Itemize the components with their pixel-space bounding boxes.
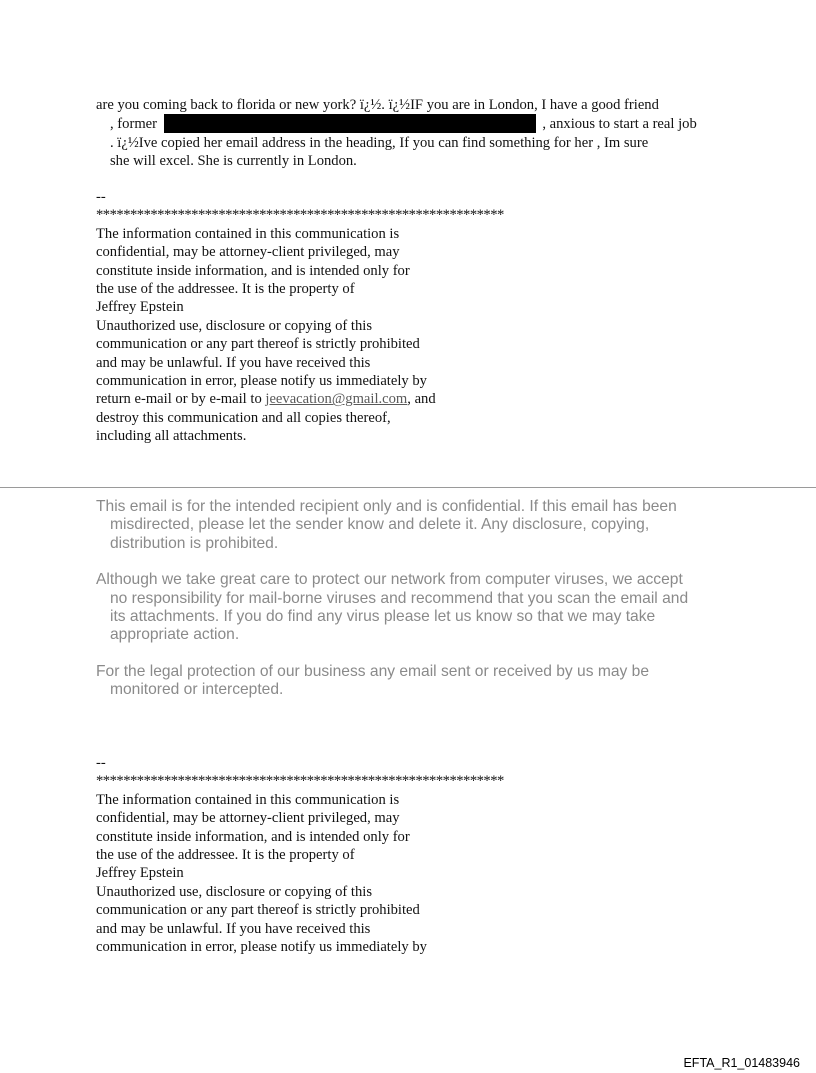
disclaimer-paragraph-3 xyxy=(96,663,811,700)
confidentiality-line: Jeffrey Epstein xyxy=(96,865,184,882)
signature-block-1 xyxy=(96,188,696,446)
confidentiality-line: communication or any part thereof is strictly prohibited xyxy=(96,336,420,353)
confidentiality-line: communication in error, please notify us immediately by xyxy=(96,373,427,390)
signature-stars: ************************************************************ xyxy=(96,773,504,790)
message-body xyxy=(96,96,796,171)
message-line-2-prefix: , former xyxy=(110,116,158,133)
confidentiality-line: including all attachments. xyxy=(96,428,247,445)
confidentiality-line: destroy this communication and all copies thereof, xyxy=(96,409,391,426)
signature-stars: ************************************************************ xyxy=(96,207,504,224)
signature-block-2 xyxy=(96,754,696,956)
confidentiality-line-email xyxy=(96,390,696,408)
message-line-1: are you coming back to florida or new york? ï¿½. ï¿½IF you are in London, I have a good friend xyxy=(96,97,659,113)
confidentiality-line: and may be unlawful. If you have received this xyxy=(96,354,371,371)
signature-dashes: -- xyxy=(96,755,106,771)
return-prefix: return e-mail or by e-mail to xyxy=(96,391,266,408)
disclaimer-line: Although we take great care to protect our network from computer viruses, we accept xyxy=(96,571,683,589)
signature-dashes: -- xyxy=(96,189,106,205)
disclaimer-line: For the legal protection of our business any email sent or received by us may be xyxy=(96,662,649,680)
confidentiality-line: communication or any part thereof is strictly prohibited xyxy=(96,902,420,919)
confidentiality-line: the use of the addressee. It is the property of xyxy=(96,281,355,298)
disclaimer-line: distribution is prohibited. xyxy=(110,534,279,552)
confidentiality-line: constitute inside information, and is intended only for xyxy=(96,828,410,845)
disclaimer-line: monitored or intercepted. xyxy=(110,681,284,699)
disclaimer-line: its attachments. If you do find any virus please let us know so that we may take xyxy=(110,608,656,626)
redaction-bar xyxy=(164,114,536,133)
confidentiality-line: and may be unlawful. If you have received this xyxy=(96,920,371,937)
confidentiality-line: Unauthorized use, disclosure or copying of this xyxy=(96,883,373,900)
confidentiality-line: the use of the addressee. It is the property of xyxy=(96,847,355,864)
message-line-2-suffix: , anxious to start a real job xyxy=(542,116,697,133)
message-line-3: . ï¿½Ive copied her email address in the heading, If you can find something for her , Im sure xyxy=(110,134,649,151)
document-id: EFTA_R1_01483946 xyxy=(683,1056,800,1070)
disclaimer-line: This email is for the intended recipient only and is confidential. If this email has been xyxy=(96,498,677,515)
confidentiality-line: The information contained in this communication is xyxy=(96,791,400,808)
disclaimer-line: misdirected, please let the sender know and delete it. Any disclosure, copying, xyxy=(110,516,650,534)
confidentiality-line: confidential, may be attorney-client privileged, may xyxy=(96,810,400,827)
confidentiality-line: communication in error, please notify us immediately by xyxy=(96,939,427,956)
email-link[interactable]: jeevacation@gmail.com xyxy=(265,391,408,408)
confidentiality-line: Unauthorized use, disclosure or copying of this xyxy=(96,317,373,334)
disclaimer-line: appropriate action. xyxy=(110,626,240,644)
disclaimer-block xyxy=(96,498,811,700)
confidentiality-line: The information contained in this communication is xyxy=(96,225,400,242)
disclaimer-paragraph-1 xyxy=(96,498,811,553)
confidentiality-line: Jeffrey Epstein xyxy=(96,299,184,316)
confidentiality-line: constitute inside information, and is intended only for xyxy=(96,262,410,279)
message-line-4: she will excel. She is currently in London. xyxy=(110,153,357,170)
disclaimer-paragraph-2 xyxy=(96,571,811,645)
separator-rule xyxy=(0,487,816,488)
return-suffix: , and xyxy=(407,391,436,408)
message-line-2 xyxy=(96,114,796,133)
disclaimer-line: no responsibility for mail-borne viruses and recommend that you scan the email and xyxy=(110,589,689,607)
confidentiality-line: confidential, may be attorney-client privileged, may xyxy=(96,244,400,261)
